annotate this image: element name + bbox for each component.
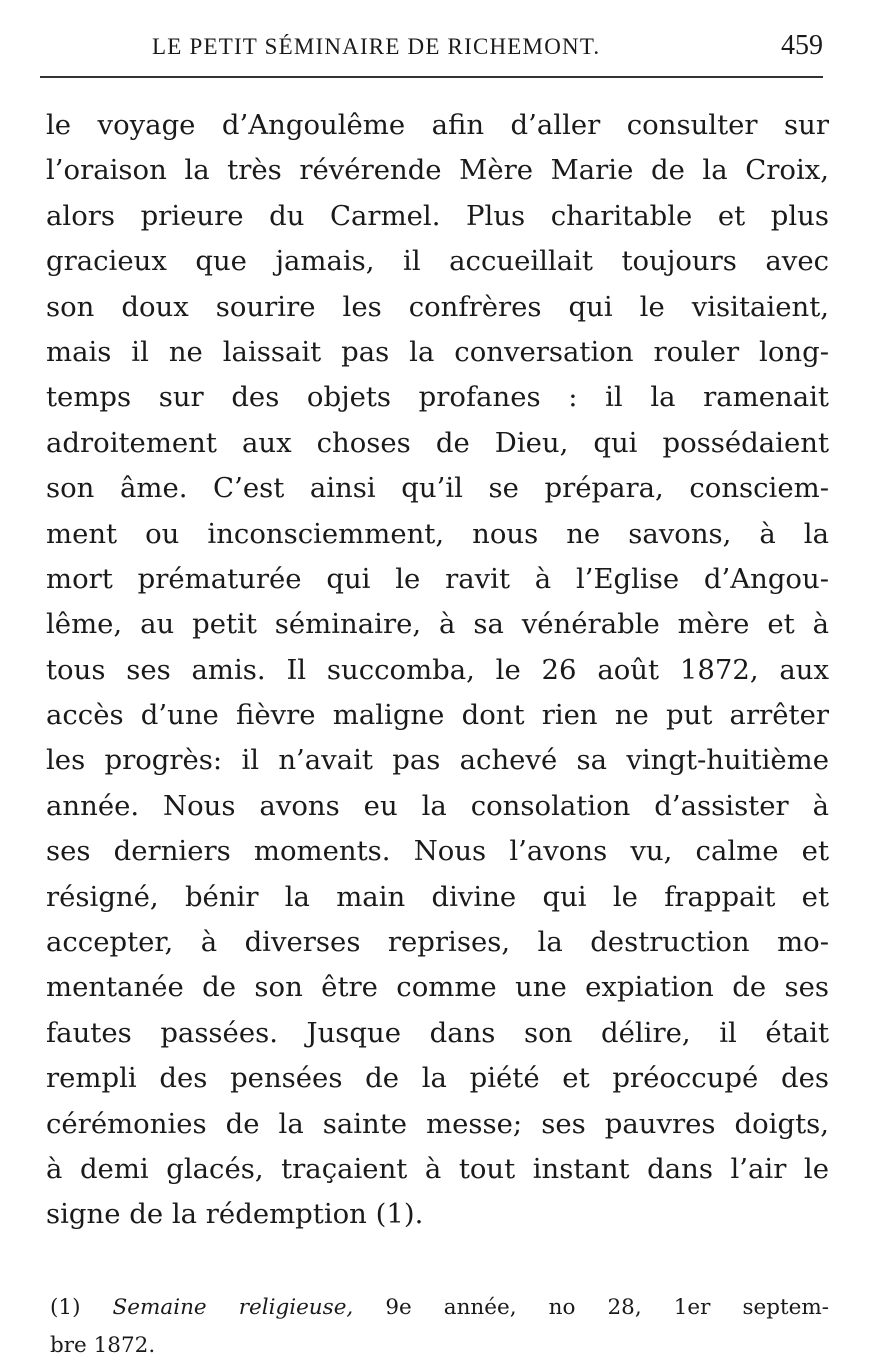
text-line: ses derniers moments. Nous l’avons vu, calme et <box>46 835 829 868</box>
text-line: mentanée de son être comme une expiation de ses <box>46 971 829 1004</box>
text-line: l’oraison la très révérende Mère Marie de la Croix, <box>46 154 829 187</box>
text-line: adroitement aux choses de Dieu, qui possédaient <box>46 426 829 459</box>
text-line: temps sur des objets profanes : il la ramenait <box>46 381 829 414</box>
footnote-marker: (1) <box>50 1295 81 1320</box>
text-line: année. Nous avons eu la consolation d’assister à <box>46 789 829 822</box>
text-line: gracieux que jamais, il accueillait toujours avec <box>46 245 829 278</box>
text-line: fautes passées. Jusque dans son délire, il était <box>46 1016 829 1049</box>
footnote-line <box>50 1289 829 1327</box>
text-line: son âme. C’est ainsi qu’il se prépara, consciem- <box>46 472 829 505</box>
body-paragraph <box>46 103 829 1238</box>
footnote <box>50 1289 829 1365</box>
text-line: tous ses amis. Il succomba, le 26 août 1872, aux <box>46 653 829 686</box>
text-line: son doux sourire les confrères qui le visitaient, <box>46 290 829 323</box>
text-line: accepter, à diverses reprises, la destruction mo- <box>46 926 829 959</box>
text-line: signe de la rédemption (1). <box>46 1198 424 1231</box>
text-line: accès d’une fièvre maligne dont rien ne put arrêter <box>46 699 829 732</box>
text-line: alors prieure du Carmel. Plus charitable et plus <box>46 199 829 232</box>
text-line: les progrès: il n’avait pas achevé sa vingt-huitième <box>46 744 829 777</box>
page-number: 459 <box>781 30 823 61</box>
header-rule <box>40 76 823 78</box>
running-header <box>40 30 823 70</box>
text-line: le voyage d’Angoulême afin d’aller consulter sur <box>46 109 829 141</box>
text-line: résigné, bénir la main divine qui le frappait et <box>46 880 829 913</box>
text-line: ment ou inconsciemment, nous ne savons, à la <box>46 517 829 550</box>
text-line: mort prématurée qui le ravit à l’Eglise d’Angou- <box>46 562 829 595</box>
footnote-source-title: Semaine religieuse, <box>112 1295 354 1320</box>
text-line: mais il ne laissait pas la conversation rouler long- <box>46 335 829 368</box>
text-line: rempli des pensées de la piété et préoccupé des <box>46 1062 829 1095</box>
footnote-citation: 9e année, no 28, 1er septem- <box>385 1295 829 1320</box>
text-line: cérémonies de la sainte messe; ses pauvres doigts, <box>46 1107 829 1140</box>
running-title: LE PETIT SÉMINAIRE DE RICHEMONT. <box>152 34 601 59</box>
text-line: à demi glacés, traçaient à tout instant dans l’air le <box>46 1152 829 1185</box>
text-line: lême, au petit séminaire, à sa vénérable mère et à <box>46 608 829 641</box>
footnote-line: bre 1872. <box>50 1333 156 1358</box>
